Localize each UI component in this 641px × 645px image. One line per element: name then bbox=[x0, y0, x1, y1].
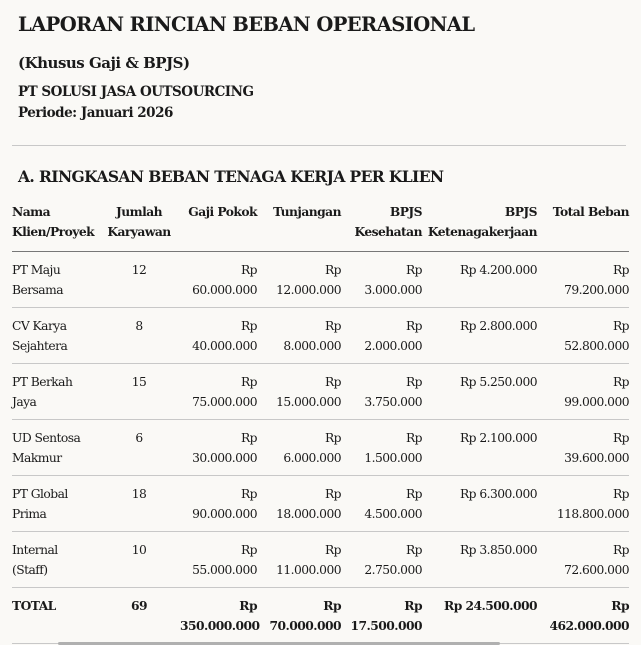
cell-text: 69 bbox=[130, 598, 147, 613]
cell-text: CV Karya bbox=[12, 319, 67, 333]
cell-text: Rp 2.100.000 bbox=[459, 431, 537, 445]
cell-text: TOTAL bbox=[12, 598, 56, 613]
cell-text: 10 bbox=[131, 543, 147, 557]
cell-text: PT Global bbox=[12, 487, 68, 501]
currency-label: Rp bbox=[612, 263, 629, 277]
cell-text: 70.000.000 bbox=[269, 618, 341, 633]
cell-bpjs-kesehatan bbox=[341, 476, 422, 532]
cell-bpjs-kesehatan bbox=[341, 420, 422, 476]
col-header-client: Nama Klien/Proyek bbox=[12, 198, 98, 252]
cell-tunjangan bbox=[257, 588, 341, 644]
cell-text: Bersama bbox=[12, 283, 63, 297]
cell-text: Prima bbox=[12, 507, 47, 521]
table-row bbox=[12, 532, 629, 588]
currency-label: Rp bbox=[324, 375, 341, 389]
currency-label: Rp bbox=[240, 263, 257, 277]
currency-label: Rp bbox=[405, 431, 422, 445]
cell-text: UD Sentosa bbox=[12, 431, 81, 445]
col-header-count: Jumlah Karyawan bbox=[98, 198, 180, 252]
currency-label: Rp bbox=[405, 263, 422, 277]
table-row bbox=[12, 420, 629, 476]
cell-text: Internal bbox=[12, 543, 58, 557]
cell-count bbox=[98, 588, 180, 644]
cell-count bbox=[98, 532, 180, 588]
cell-text: Jaya bbox=[12, 395, 37, 409]
col-header-tunjangan: Tunjangan bbox=[257, 198, 341, 252]
currency-label: Rp bbox=[612, 375, 629, 389]
cell-text: 90.000.000 bbox=[192, 507, 257, 521]
table-total-row bbox=[12, 588, 629, 644]
cell-text: 79.200.000 bbox=[564, 283, 629, 297]
cell-text: Rp 24.500.000 bbox=[444, 598, 537, 613]
cell-text: 8.000.000 bbox=[283, 339, 341, 353]
cell-text: 99.000.000 bbox=[564, 395, 629, 409]
cell-text: 18.000.000 bbox=[276, 507, 341, 521]
cell-text: Rp 4.200.000 bbox=[459, 263, 537, 277]
cell-text: 4.500.000 bbox=[364, 507, 422, 521]
currency-label: Rp bbox=[324, 487, 341, 501]
cell-gaji bbox=[180, 308, 257, 364]
currency-label: Rp bbox=[405, 487, 422, 501]
cell-client bbox=[12, 420, 98, 476]
cell-bpjs-kesehatan bbox=[341, 364, 422, 420]
cell-text: 60.000.000 bbox=[192, 283, 257, 297]
cell-tunjangan bbox=[257, 476, 341, 532]
currency-label: Rp bbox=[612, 319, 629, 333]
cell-client bbox=[12, 364, 98, 420]
cell-text: 40.000.000 bbox=[192, 339, 257, 353]
cell-client bbox=[12, 476, 98, 532]
report-period: Periode: Januari 2026 bbox=[18, 105, 173, 121]
cell-text: 118.800.000 bbox=[556, 507, 629, 521]
cell-text: Sejahtera bbox=[12, 339, 68, 353]
cell-count bbox=[98, 476, 180, 532]
currency-label: Rp bbox=[240, 319, 257, 333]
cell-text: 462.000.000 bbox=[549, 618, 629, 633]
cell-tunjangan bbox=[257, 308, 341, 364]
cell-bpjs-kesehatan bbox=[341, 588, 422, 644]
cell-gaji bbox=[180, 476, 257, 532]
cell-text: Rp 6.300.000 bbox=[459, 487, 537, 501]
cell-text: 1.500.000 bbox=[364, 451, 422, 465]
cell-text: PT Berkah bbox=[12, 375, 73, 389]
cell-client bbox=[12, 252, 98, 308]
currency-label: Rp bbox=[324, 263, 341, 277]
cell-text: 2.750.000 bbox=[364, 563, 422, 577]
cell-bpjs-kesehatan bbox=[341, 252, 422, 308]
currency-label: Rp bbox=[405, 543, 422, 557]
cell-bpjs-ketenagakerjaan bbox=[422, 308, 537, 364]
cell-count bbox=[98, 252, 180, 308]
cell-text: 75.000.000 bbox=[192, 395, 257, 409]
divider bbox=[12, 145, 626, 146]
col-header-bpjs-ketenagakerjaan: BPJS Ketenagakerjaan bbox=[422, 198, 537, 252]
cell-tunjangan bbox=[257, 420, 341, 476]
currency-label: Rp bbox=[612, 543, 629, 557]
cell-bpjs-kesehatan bbox=[341, 532, 422, 588]
section-title: A. RINGKASAN BEBAN TENAGA KERJA PER KLIEN bbox=[18, 167, 444, 186]
cell-text: 12.000.000 bbox=[276, 283, 341, 297]
cell-text: PT Maju bbox=[12, 263, 61, 277]
table-header-row bbox=[12, 198, 629, 252]
cell-text: 11.000.000 bbox=[276, 563, 341, 577]
cell-text: 350.000.000 bbox=[180, 618, 260, 633]
cell-bpjs-ketenagakerjaan bbox=[422, 532, 537, 588]
cell-text: 3.000.000 bbox=[364, 283, 422, 297]
cell-bpjs-ketenagakerjaan bbox=[422, 420, 537, 476]
cell-gaji bbox=[180, 532, 257, 588]
cell-text: 3.750.000 bbox=[364, 395, 422, 409]
cell-client bbox=[12, 532, 98, 588]
cell-text: 15 bbox=[131, 375, 147, 389]
cell-total bbox=[537, 588, 629, 644]
currency-label: Rp bbox=[612, 487, 629, 501]
cell-total bbox=[537, 420, 629, 476]
col-header-total: Total Beban bbox=[537, 198, 629, 252]
cell-tunjangan bbox=[257, 532, 341, 588]
cell-bpjs-ketenagakerjaan bbox=[422, 476, 537, 532]
cell-bpjs-ketenagakerjaan bbox=[422, 364, 537, 420]
cell-text: 55.000.000 bbox=[192, 563, 257, 577]
cell-text: 30.000.000 bbox=[192, 451, 257, 465]
currency-label: Rp bbox=[611, 598, 629, 613]
company-name: PT SOLUSI JASA OUTSOURCING bbox=[18, 84, 254, 100]
currency-label: Rp bbox=[405, 319, 422, 333]
cell-total bbox=[537, 532, 629, 588]
cell-text: Rp 5.250.000 bbox=[459, 375, 537, 389]
cell-count bbox=[98, 364, 180, 420]
table-row bbox=[12, 252, 629, 308]
cell-text: Rp 3.850.000 bbox=[459, 543, 537, 557]
cell-gaji bbox=[180, 364, 257, 420]
table-row bbox=[12, 308, 629, 364]
cell-text: 6 bbox=[135, 431, 143, 445]
cell-gaji bbox=[180, 252, 257, 308]
cell-tunjangan bbox=[257, 364, 341, 420]
cell-text: 52.800.000 bbox=[564, 339, 629, 353]
cell-client bbox=[12, 588, 98, 644]
cell-text: 2.000.000 bbox=[364, 339, 422, 353]
currency-label: Rp bbox=[405, 375, 422, 389]
cell-client bbox=[12, 308, 98, 364]
cell-text: 12 bbox=[131, 263, 147, 277]
cell-text: 39.600.000 bbox=[564, 451, 629, 465]
cell-count bbox=[98, 308, 180, 364]
currency-label: Rp bbox=[240, 375, 257, 389]
currency-label: Rp bbox=[240, 487, 257, 501]
cell-text: 15.000.000 bbox=[276, 395, 341, 409]
horizontal-scrollbar[interactable] bbox=[12, 641, 629, 645]
currency-label: Rp bbox=[324, 431, 341, 445]
cell-total bbox=[537, 364, 629, 420]
currency-label: Rp bbox=[240, 543, 257, 557]
table-row bbox=[12, 476, 629, 532]
cell-count bbox=[98, 420, 180, 476]
cell-text: 6.000.000 bbox=[283, 451, 341, 465]
cell-bpjs-ketenagakerjaan bbox=[422, 588, 537, 644]
currency-label: Rp bbox=[612, 431, 629, 445]
report-title: LAPORAN RINCIAN BEBAN OPERASIONAL bbox=[18, 13, 475, 36]
cell-bpjs-ketenagakerjaan bbox=[422, 252, 537, 308]
currency-label: Rp bbox=[404, 598, 422, 613]
cell-gaji bbox=[180, 588, 260, 644]
cell-text: 17.500.000 bbox=[350, 618, 422, 633]
cell-text: 72.600.000 bbox=[564, 563, 629, 577]
cell-text: 18 bbox=[131, 487, 147, 501]
currency-label: Rp bbox=[239, 598, 257, 613]
cell-tunjangan bbox=[257, 252, 341, 308]
cell-text: Makmur bbox=[12, 451, 62, 465]
currency-label: Rp bbox=[323, 598, 341, 613]
cell-gaji bbox=[180, 420, 257, 476]
currency-label: Rp bbox=[324, 543, 341, 557]
report-subtitle: (Khusus Gaji & BPJS) bbox=[18, 54, 190, 72]
table-row bbox=[12, 364, 629, 420]
currency-label: Rp bbox=[240, 431, 257, 445]
currency-label: Rp bbox=[324, 319, 341, 333]
cell-total bbox=[537, 308, 629, 364]
cell-total bbox=[537, 476, 629, 532]
cell-bpjs-kesehatan bbox=[341, 308, 422, 364]
cell-text: Rp 2.800.000 bbox=[459, 319, 537, 333]
col-header-gaji: Gaji Pokok bbox=[180, 198, 257, 252]
cell-total bbox=[537, 252, 629, 308]
labor-cost-table bbox=[12, 198, 629, 644]
cell-text: (Staff) bbox=[12, 563, 48, 577]
cell-text: 8 bbox=[135, 319, 143, 333]
col-header-bpjs-kesehatan: BPJS Kesehatan bbox=[341, 198, 422, 252]
